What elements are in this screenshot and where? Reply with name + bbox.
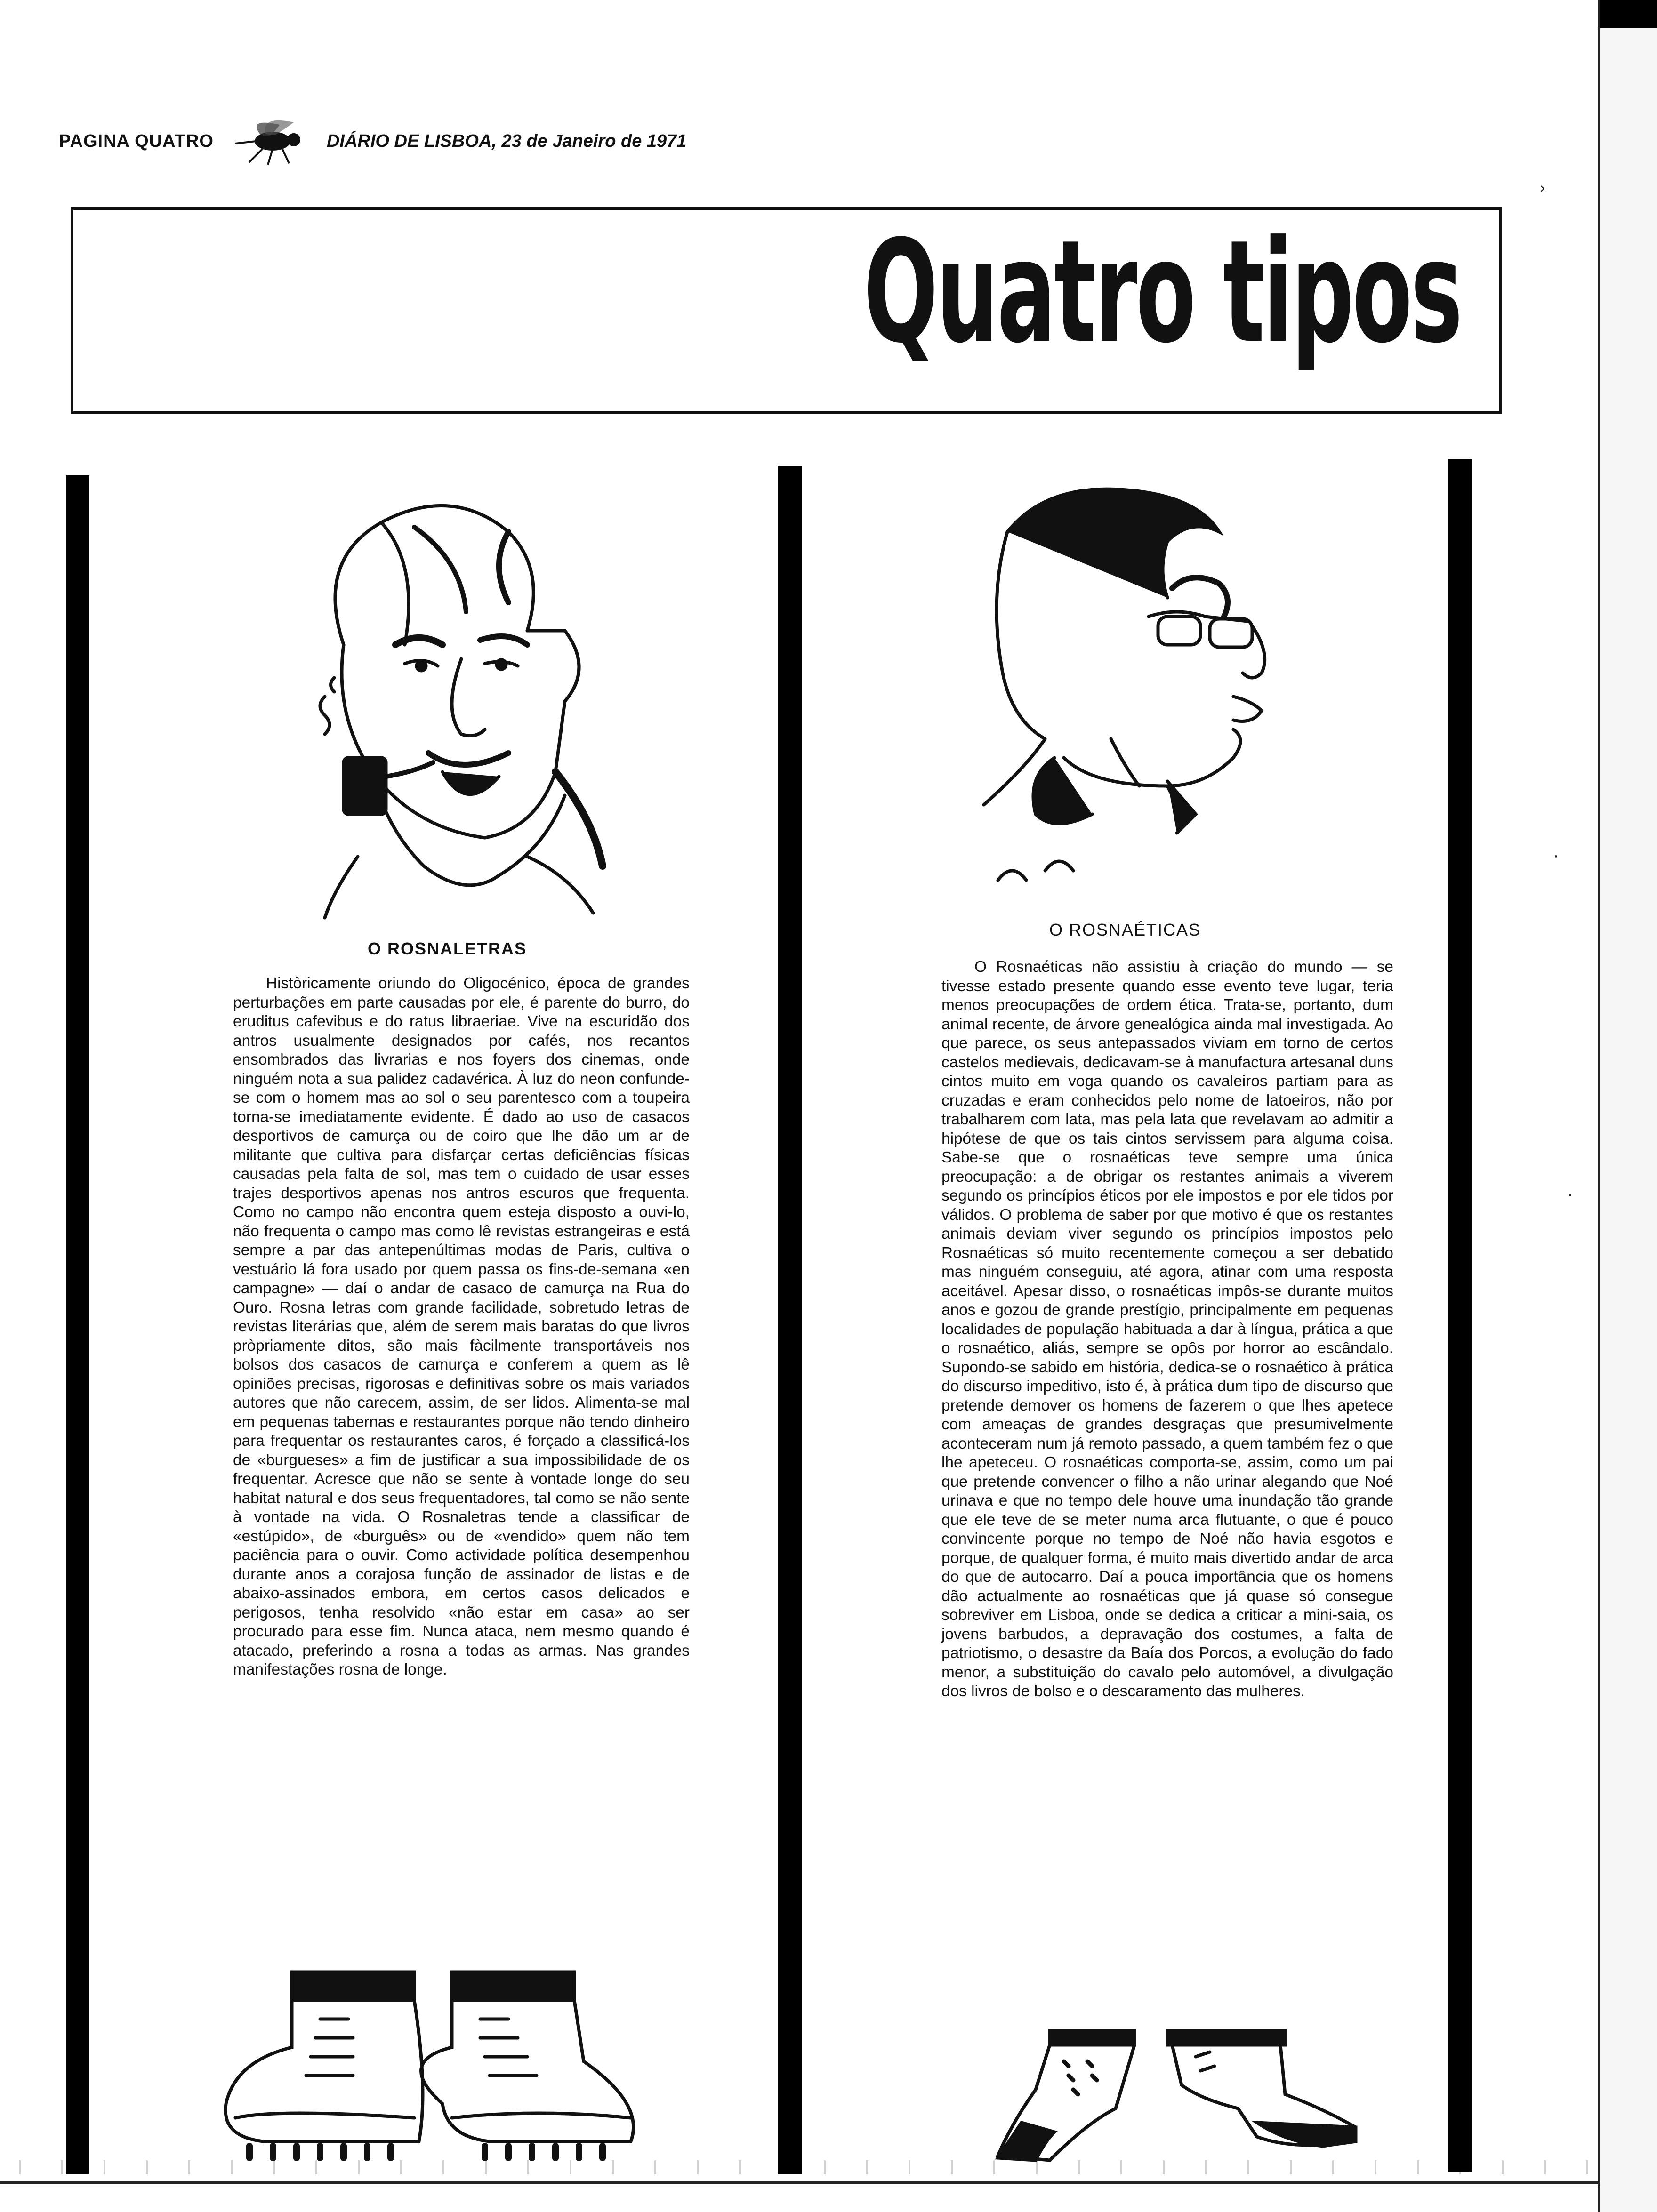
margin-speck: · <box>1568 1186 1573 1205</box>
page-bottom-rule <box>0 2181 1598 2184</box>
heading-rosnaletras: O ROSNALETRAS <box>367 939 527 958</box>
boots-illustration <box>207 1967 659 2165</box>
page-label: PAGINA QUATRO <box>59 131 214 151</box>
margin-speck: · <box>1553 847 1559 866</box>
article-body-rosnaeticas: O Rosnaéticas não assistiu à criação do mundo — se tivesse estado presente quando esse evento teve lugar, teria menos preocupações de ordem ética. Trata-se, portanto, dum animal recente, de árvore genealógica ainda mal investigada. Ao que parece, os seus antepassados viviam em torno de certos castelos medievais, dedicavam-se à manufactura artesanal duns cintos muito em voga quando os cavaleiros partiam para as cruzadas e eram conhecidos pelo nome de latoeiros, não por trabalharem com lata, mas pela lata que revelavam ao admitir a hipótese de que os tais cintos servissem para alguma coisa. Sabe-se que o rosnaéticas teve sempre uma única preocupação: a de obrigar os restantes animais a viverem segundo os princípios éticos por ele impostos e por ele tidos por válidos. O problema de saber por que motivo é que os restantes animais deviam viver segundo os princípios impostos pelo Rosnaéticas só muito recentemente começou a ser debatido mas ninguém conseguiu, até agora, atinar com uma resposta aceitável. Apesar disso, o rosnaéticas impôs-se durante muitos anos e gozou de grande prestígio, principalmente em pequenas localidades de população habituada a dar à língua, prática a que o rosnaético, aliás, sempre se opôs por horror ao escândalo. Supondo-se sabido em história, dedica-se o rosnaético à prática do discurso impeditivo, isto é, à prática dum tipo de discurso que pretende demover os homens de fazerem o que lhes apetece com ameaças de grandes desgraças que presumivelmente aconteceram num já remoto passado, a quem também fez o que lhe apeteceu. O rosnaéticas comporta-se, assim, como um pai que pretende convencer o filho a não urinar alegando que Noé urinava e que no tempo dele houve uma inundação tão grande que ele teve de se meter numa arca flutuante, o que é pouco convincente porque no tempo de Noé não havia esgotos e porque, de qualquer forma, é muito mais divertido andar de arca do que de autocarro. Daí a pouca importância que os homens dão actualmente ao rosnaéticas que já quase só consegue sobreviver em Lisboa, onde se dedica a criticar a mini-saia, os jovens barbudos, a depravação dos costumes, a falta de patriotismo, o desastre da Baía dos Porcos, a evolução do fado menor, a substituição do cavalo pelo automóvel, a divulgação dos livros de bolso e o descaramento das mulheres. <box>941 958 1393 1700</box>
page-title: Quatro tipos <box>864 210 1461 374</box>
dateline: DIÁRIO DE LISBOA, 23 de Janeiro de 1971 <box>326 131 687 151</box>
margin-speck: › <box>1539 179 1546 198</box>
caricature-rosnaeticas <box>970 475 1299 908</box>
caricature-rosnaletras <box>264 489 626 922</box>
next-page-edge <box>1598 0 1657 2212</box>
column-bar-left <box>66 475 89 2174</box>
fly-icon <box>228 115 313 167</box>
article-body-rosnaletras: Històricamente oriundo do Oligocénico, época de grandes perturbações em parte causadas por ele, é parente do burro, do eruditus cafevibus e do ratus libraeriae. Vive na escuridão dos antros usualmente designados por cafés, nos recantos ensombrados das livrarias e nos foyers dos cinemas, onde ninguém nota a sua palidez cadavérica. À luz do neon confunde-se com o homem mas ao sol o seu parentesco com a toupeira torna-se imediatamente evidente. É dado ao uso de casacos desportivos de camurça ou de coiro que lhe dão um ar de militante que cultiva para disfarçar certas deficiências físicas causadas pela falta de sol, mas tem o cuidado de usar esses trajes desportivos apenas nos antros escuros que frequenta. Como no campo não encontra quem esteja disposto a ouvi-lo, não frequenta o campo mas como lê revistas estrangeiras e está sempre a par das antepenúltimas modas de Paris, cultiva o vestuário lá fora usado por quem passa os fins-de-semana «en campagne» — daí o andar de casaco de camurça na Rua do Ouro. Rosna letras com grande facilidade, sobretudo letras de revistas literárias que, além de serem mais baratas do que livros pròpriamente ditos, são mais fàcilmente transportáveis nos bolsos dos casacos de camurça e conferem a quem as lê opiniões precisas, rigorosas e definitivas sobre os mais variados autores que não carecem, assim, de ser lidos. Alimenta-se mal em pequenas tabernas e restaurantes porque não tendo dinheiro para frequentar os restaurantes caros, é forçado a classificá-los de «burgueses» a fim de justificar a sua impossibilidade de os frequentar. Acresce que não se sente à vontade longe do seu habitat natural e dos seus frequentadores, tal como se não sente à vontade na vida. O Rosnaletras tende a classificar de «estúpido», de «burguês» ou de «vendido» quem não tem paciência para o ouvir. Como actividade política desempenhou durante anos a corajosa função de assinador de listas e de abaixo-assinados embora, em certos casos delicados e perigosos, tenha resolvido «não estar em casa» ao ser procurado para esse fim. Nunca ataca, nem mesmo quando é atacado, preferindo a rosna a todas as armas. Nas grandes manifestações rosna de longe. <box>233 975 690 1678</box>
column-bar-right <box>1448 459 1472 2172</box>
title-frame <box>71 207 1502 414</box>
shoes-illustration <box>993 2028 1360 2165</box>
heading-rosnaeticas: O ROSNAÉTICAS <box>1049 920 1201 939</box>
column-bar-middle <box>778 466 802 2174</box>
page-header <box>59 127 686 155</box>
edge-block <box>1600 0 1657 28</box>
